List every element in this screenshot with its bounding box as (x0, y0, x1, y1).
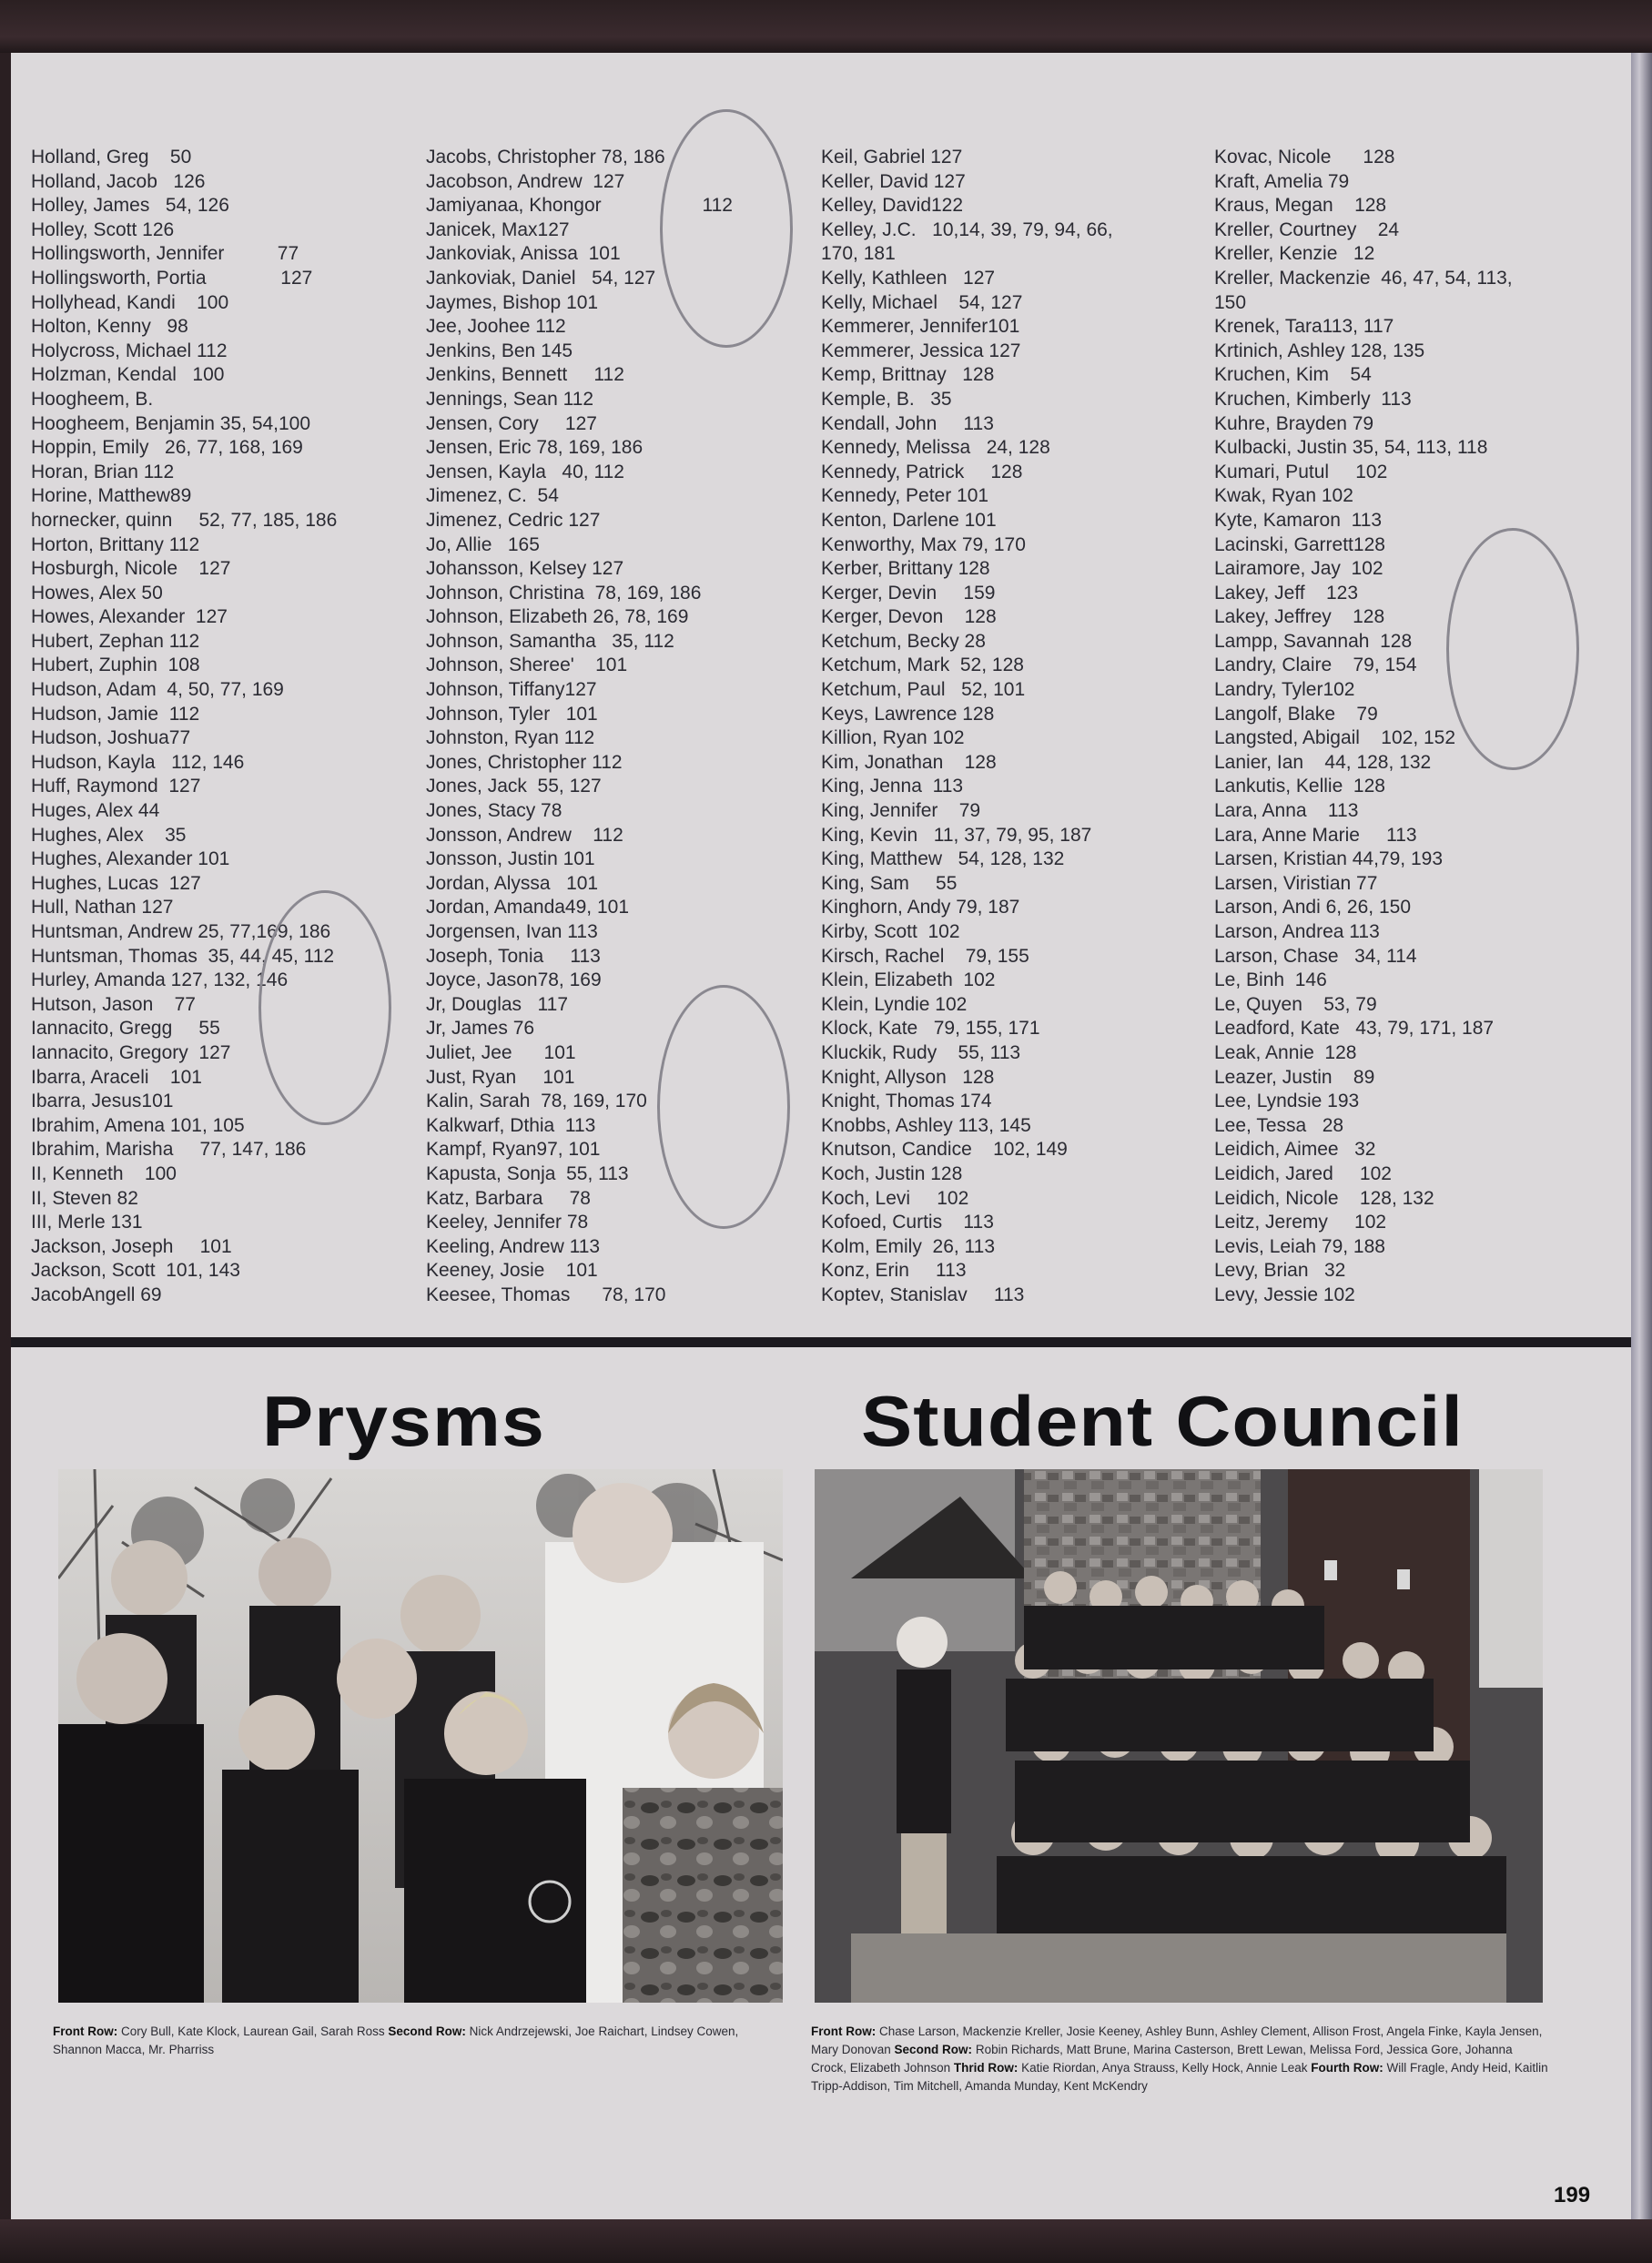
index-entry: Jenkins, Ben 145 (426, 340, 573, 361)
index-entry: Holland, Jacob 126 (31, 170, 206, 192)
index-entry: Johnson, Tiffany127 (426, 679, 597, 701)
index-entry: Hollingsworth, Jennifer 77 (31, 243, 299, 265)
index-entry: Johnson, Sheree' 101 (426, 655, 628, 676)
index-entry: Landry, Tyler102 (1214, 679, 1355, 701)
index-entry: Jensen, Eric 78, 169, 186 (426, 437, 644, 459)
index-entry: Kwak, Ryan 102 (1214, 485, 1353, 507)
index-entry: Levy, Brian 32 (1214, 1260, 1346, 1282)
index-entry: Lakey, Jeff 123 (1214, 582, 1358, 604)
index-entry: Just, Ryan 101 (426, 1066, 575, 1088)
index-entry: Ketchum, Mark 52, 128 (821, 655, 1024, 676)
index-entry: Kirsch, Rachel 79, 155 (821, 945, 1029, 967)
book-binding-top (0, 0, 1652, 53)
index-entry: Jamiyanaa, Khongor 112 (426, 195, 733, 217)
index-entry: Jonsson, Andrew 112 (426, 824, 623, 846)
index-entry: Holzman, Kendal 100 (31, 364, 225, 386)
caption-row-label: Second Row: (894, 2043, 973, 2056)
index-entry: Kelly, Kathleen 127 (821, 267, 996, 289)
page-edge (1631, 53, 1652, 2219)
index-entry: Holley, James 54, 126 (31, 195, 229, 217)
index-entry: Lanier, Ian 44, 128, 132 (1214, 751, 1432, 773)
index-entry: Kerger, Devon 128 (821, 606, 997, 628)
index-entry: Keeling, Andrew 113 (426, 1235, 601, 1257)
index-entry: Jankoviak, Anissa 101 (426, 243, 621, 265)
index-entry: Kruchen, Kim 54 (1214, 364, 1372, 386)
index-entry: Keeney, Josie 101 (426, 1260, 598, 1282)
index-entry: Lara, Anna 113 (1214, 800, 1359, 822)
index-entry: Hurley, Amanda 127, 132, 146 (31, 969, 289, 991)
index-entry: 150 (1214, 291, 1247, 313)
index-entry: Hughes, Alexander 101 (31, 848, 230, 870)
prysms-heading: Prysms (262, 1381, 545, 1461)
index-entry: Leidich, Aimee 32 (1214, 1139, 1376, 1161)
index-entry: Kerger, Devin 159 (821, 582, 996, 604)
index-entry: Kampf, Ryan97, 101 (426, 1139, 601, 1161)
index-entry: Horton, Brittany 112 (31, 533, 200, 555)
index-entry: Joyce, Jason78, 169 (426, 969, 602, 991)
index-entry: Kennedy, Peter 101 (821, 485, 989, 507)
section-divider (11, 1337, 1631, 1347)
index-entry: Jensen, Cory 127 (426, 412, 597, 434)
index-entry: Kalkwarf, Dthia 113 (426, 1114, 596, 1136)
index-entry: Johnson, Tyler 101 (426, 703, 598, 725)
index-entry: Johnson, Elizabeth 26, 78, 169 (426, 606, 689, 628)
index-entry: Kelly, Michael 54, 127 (821, 291, 1023, 313)
index-entry: II, Steven 82 (31, 1187, 138, 1209)
index-entry: Lacinski, Garrett128 (1214, 533, 1385, 555)
index-entry: Koch, Justin 128 (821, 1162, 963, 1184)
index-entry: Hollyhead, Kandi 100 (31, 291, 229, 313)
index-entry: Howes, Alexander 127 (31, 606, 228, 628)
index-entry: Jackson, Scott 101, 143 (31, 1260, 240, 1282)
index-entry: Knight, Thomas 174 (821, 1091, 992, 1112)
prysms-caption (53, 2023, 790, 2059)
caption-row-label: Fourth Row: (1311, 2061, 1383, 2075)
index-entry: Horan, Brian 112 (31, 461, 175, 482)
index-entry: Jaymes, Bishop 101 (426, 291, 599, 313)
index-entry: Knight, Allyson 128 (821, 1066, 995, 1088)
index-entry: Jacobs, Christopher 78, 186 (426, 147, 665, 167)
index-entry: Killion, Ryan 102 (821, 727, 965, 749)
index-entry: Konz, Erin 113 (821, 1260, 967, 1282)
index-entry: 170, 181 (821, 243, 896, 265)
index-entry: Ibarra, Jesus101 (31, 1091, 174, 1112)
index-entry: Johansson, Kelsey 127 (426, 558, 624, 580)
index-entry: Huntsman, Thomas 35, 44, 45, 112 (31, 945, 335, 967)
index-entry: Kruchen, Kimberly 113 (1214, 388, 1412, 410)
index-entry: hornecker, quinn 52, 77, 185, 186 (31, 509, 338, 531)
index-entry: Hoogheem, Benjamin 35, 54,100 (31, 412, 311, 434)
index-entry: Leazer, Justin 89 (1214, 1066, 1375, 1088)
index-entry: Krenek, Tara113, 117 (1214, 316, 1394, 338)
index-entry: Ketchum, Becky 28 (821, 630, 986, 652)
index-entry: Larsen, Kristian 44,79, 193 (1214, 848, 1443, 870)
index-entry: Hudson, Joshua77 (31, 727, 191, 749)
index-entry: King, Kevin 11, 37, 79, 95, 187 (821, 824, 1092, 846)
index-entry: Kemmerer, Jennifer101 (821, 316, 1020, 338)
index-entry: Keesee, Thomas 78, 170 (426, 1284, 666, 1305)
index-entry: Kemmerer, Jessica 127 (821, 340, 1021, 361)
index-entry: Jones, Stacy 78 (426, 800, 562, 822)
index-entry: Johnson, Christina 78, 169, 186 (426, 582, 702, 604)
index-entry: Hutson, Jason 77 (31, 993, 196, 1015)
index-entry: Larsen, Viristian 77 (1214, 872, 1378, 894)
index-entry: Keys, Lawrence 128 (821, 703, 995, 725)
index-entry: Klein, Lyndie 102 (821, 993, 968, 1015)
index-entry: Horine, Matthew89 (31, 485, 192, 507)
yearbook-page (11, 53, 1631, 2219)
index-entry: Lairamore, Jay 102 (1214, 558, 1383, 580)
index-entry: Jimenez, Cedric 127 (426, 509, 601, 531)
index-entry: Hubert, Zephan 112 (31, 630, 200, 652)
index-entry: Kenton, Darlene 101 (821, 509, 997, 531)
index-entry: Levis, Leiah 79, 188 (1214, 1235, 1385, 1257)
index-entry: Holland, Greg 50 (31, 147, 192, 167)
index-entry: Kreller, Kenzie 12 (1214, 243, 1375, 265)
index-column-1 (31, 146, 413, 1308)
index-entry: Holycross, Michael 112 (31, 340, 228, 361)
index-entry: Kraft, Amelia 79 (1214, 170, 1350, 192)
index-entry: Ibrahim, Amena 101, 105 (31, 1114, 245, 1136)
index-entry: Koptev, Stanislav 113 (821, 1284, 1025, 1305)
index-entry: Jackson, Joseph 101 (31, 1235, 232, 1257)
index-entry: Kendall, John 113 (821, 412, 994, 434)
index-entry: Ketchum, Paul 52, 101 (821, 679, 1026, 701)
index-entry: Hoppin, Emily 26, 77, 168, 169 (31, 437, 303, 459)
index-entry: Kennedy, Patrick 128 (821, 461, 1023, 482)
index-entry: Johnson, Samantha 35, 112 (426, 630, 674, 652)
index-entry: Jordan, Amanda49, 101 (426, 897, 630, 918)
index-entry: Katz, Barbara 78 (426, 1187, 591, 1209)
index-entry: Kofoed, Curtis 113 (821, 1212, 994, 1233)
index-entry: Hoogheem, B. (31, 388, 154, 410)
index-entry: Howes, Alex 50 (31, 582, 163, 604)
index-entry: Kulbacki, Justin 35, 54, 113, 118 (1214, 437, 1488, 459)
index-entry: Kinghorn, Andy 79, 187 (821, 897, 1020, 918)
index-entry: Larson, Andrea 113 (1214, 921, 1380, 942)
index-entry: Kyte, Kamaron 113 (1214, 509, 1383, 531)
index-entry: Kreller, Mackenzie 46, 47, 54, 113, (1214, 267, 1513, 289)
index-entry: Jennings, Sean 112 (426, 388, 594, 410)
index-entry: Kumari, Putul 102 (1214, 461, 1388, 482)
index-entry: Jensen, Kayla 40, 112 (426, 461, 624, 482)
index-entry: Kraus, Megan 128 (1214, 195, 1387, 217)
student-council-group-photo (815, 1469, 1543, 2003)
index-entry: Leak, Annie 128 (1214, 1041, 1357, 1063)
index-entry: Kerber, Brittany 128 (821, 558, 990, 580)
pen-circle-mark (1446, 528, 1579, 770)
index-entry: Levy, Jessie 102 (1214, 1284, 1355, 1305)
index-entry: Landry, Claire 79, 154 (1214, 655, 1417, 676)
index-entry: Jacobson, Andrew 127 (426, 170, 625, 192)
index-entry: Kelley, J.C. 10,14, 39, 79, 94, 66, (821, 218, 1113, 240)
student-council-caption (811, 2023, 1548, 2096)
index-entry: Lara, Anne Marie 113 (1214, 824, 1417, 846)
index-entry: Le, Binh 146 (1214, 969, 1327, 991)
index-entry: Larson, Chase 34, 114 (1214, 945, 1417, 967)
caption-names: Will Fragle, Andy Heid, Kaitlin Tripp-Addison, Tim Mitchell, Amanda Munday, Kent McKendry (811, 2061, 1548, 2093)
pen-circle-mark (657, 985, 790, 1229)
index-entry: Jordan, Alyssa 101 (426, 872, 599, 894)
index-entry: Langolf, Blake 79 (1214, 703, 1378, 725)
index-entry: Kim, Jonathan 128 (821, 751, 997, 773)
index-entry: Keller, David 127 (821, 170, 966, 192)
index-entry: Larson, Andi 6, 26, 150 (1214, 897, 1411, 918)
caption-row-label: Front Row: (811, 2025, 877, 2038)
index-entry: II, Kenneth 100 (31, 1162, 177, 1184)
index-entry: Jorgensen, Ivan 113 (426, 921, 598, 942)
index-entry: Jr, James 76 (426, 1018, 535, 1040)
index-entry: Hubert, Zuphin 108 (31, 655, 200, 676)
index-entry: Kelley, David122 (821, 195, 964, 217)
index-entry: Juliet, Jee 101 (426, 1041, 576, 1063)
index-entry: Langsted, Abigail 102, 152 (1214, 727, 1456, 749)
index-entry: Huff, Raymond 127 (31, 776, 201, 797)
index-entry: Kovac, Nicole 128 (1214, 147, 1395, 167)
index-entry: Kemple, B. 35 (821, 388, 952, 410)
index-entry: Ibrahim, Marisha 77, 147, 186 (31, 1139, 307, 1161)
index-entry: Jee, Joohee 112 (426, 316, 566, 338)
index-entry: King, Jenna 113 (821, 776, 964, 797)
index-entry: Leadford, Kate 43, 79, 171, 187 (1214, 1018, 1495, 1040)
index-entry: Jr, Douglas 117 (426, 993, 569, 1015)
index-entry: Jonsson, Justin 101 (426, 848, 595, 870)
caption-names: Chase Larson, Mackenzie Kreller, Josie Keeney, Ashley Bunn, Ashley Clement, Allison Frost, Angela Finke, Kayla Jensen, Mary Donovan (811, 2025, 1543, 2056)
index-entry: Leidich, Nicole 128, 132 (1214, 1187, 1434, 1209)
index-column-3 (821, 146, 1212, 1308)
index-entry: JacobAngell 69 (31, 1284, 162, 1305)
index-entry: Kluckik, Rudy 55, 113 (821, 1041, 1021, 1063)
index-entry: Koch, Levi 102 (821, 1187, 969, 1209)
index-entry: Kirby, Scott 102 (821, 921, 960, 942)
index-entry: Hudson, Jamie 112 (31, 703, 200, 725)
index-entry: Ibarra, Araceli 101 (31, 1066, 202, 1088)
caption-row-label: Second Row: (388, 2025, 466, 2038)
index-entry: Kuhre, Brayden 79 (1214, 412, 1374, 434)
index-entry: Hudson, Kayla 112, 146 (31, 751, 245, 773)
index-entry: Joseph, Tonia 113 (426, 945, 601, 967)
index-entry: Klein, Elizabeth 102 (821, 969, 996, 991)
index-entry: Jo, Allie 165 (426, 533, 540, 555)
index-entry: Krtinich, Ashley 128, 135 (1214, 340, 1425, 361)
index-entry: Kreller, Courtney 24 (1214, 218, 1400, 240)
index-entry: Hudson, Adam 4, 50, 77, 169 (31, 679, 284, 701)
index-entry: Jimenez, C. 54 (426, 485, 559, 507)
index-entry: Lakey, Jeffrey 128 (1214, 606, 1385, 628)
page-number: 199 (1554, 2183, 1591, 2207)
index-entry: Hollingsworth, Portia 127 (31, 267, 313, 289)
index-entry: King, Matthew 54, 128, 132 (821, 848, 1065, 870)
index-entry: Janicek, Max127 (426, 218, 570, 240)
caption-names: Robin Richards, Matt Brune, Marina Casterson, Brett Lewan, Melissa Ford, Jessica Gore, Johanna Crock, Elizabeth Johnson (811, 2043, 1513, 2075)
index-entry: Le, Quyen 53, 79 (1214, 993, 1377, 1015)
caption-row-label: Thrid Row: (953, 2061, 1019, 2075)
index-entry: King, Sam 55 (821, 872, 958, 894)
index-entry: Kennedy, Melissa 24, 128 (821, 437, 1050, 459)
index-entry: King, Jennifer 79 (821, 800, 981, 822)
index-entry: Lankutis, Kellie 128 (1214, 776, 1385, 797)
index-entry: Lampp, Savannah 128 (1214, 630, 1413, 652)
index-entry: Hosburgh, Nicole 127 (31, 558, 231, 580)
prysms-group-photo (58, 1469, 783, 2003)
index-entry: Lee, Lyndsie 193 (1214, 1091, 1360, 1112)
index-entry: Huges, Alex 44 (31, 800, 160, 822)
caption-names: Cory Bull, Kate Klock, Laurean Gail, Sarah Ross (117, 2025, 389, 2038)
index-entry: Iannacito, Gregory 127 (31, 1041, 231, 1063)
index-entry: Jenkins, Bennett 112 (426, 364, 624, 386)
index-entry: III, Merle 131 (31, 1212, 143, 1233)
student-council-heading: Student Council (861, 1381, 1464, 1461)
index-entry: Holley, Scott 126 (31, 218, 175, 240)
index-entry: Kenworthy, Max 79, 170 (821, 533, 1026, 555)
index-entry: Iannacito, Gregg 55 (31, 1018, 220, 1040)
index-entry: Jankoviak, Daniel 54, 127 (426, 267, 656, 289)
index-entry: Lee, Tessa 28 (1214, 1114, 1344, 1136)
index-entry: Kalin, Sarah 78, 169, 170 (426, 1091, 647, 1112)
index-entry: Hughes, Alex 35 (31, 824, 187, 846)
index-entry: Johnston, Ryan 112 (426, 727, 595, 749)
index-entry: Knobbs, Ashley 113, 145 (821, 1114, 1031, 1136)
index-entry: Jones, Jack 55, 127 (426, 776, 602, 797)
index-entry: Knutson, Candice 102, 149 (821, 1139, 1068, 1161)
index-entry: Klock, Kate 79, 155, 171 (821, 1018, 1040, 1040)
index-entry: Jones, Christopher 112 (426, 751, 623, 773)
index-entry: Keil, Gabriel 127 (821, 147, 963, 167)
caption-names: Nick Andrzejewski, Joe Raichart, Lindsey Cowen, Shannon Macca, Mr. Pharriss (53, 2025, 739, 2056)
index-entry: Leidich, Jared 102 (1214, 1162, 1392, 1184)
book-binding-bottom (0, 2219, 1652, 2263)
index-entry: Kapusta, Sonja 55, 113 (426, 1162, 629, 1184)
caption-names: Katie Riordan, Anya Strauss, Kelly Hock, Annie Leak (1018, 2061, 1312, 2075)
pen-circle-mark (258, 890, 391, 1125)
index-entry: Keeley, Jennifer 78 (426, 1212, 589, 1233)
index-entry: Kemp, Brittnay 128 (821, 364, 995, 386)
index-entry: Leitz, Jeremy 102 (1214, 1212, 1387, 1233)
index-entry: Holton, Kenny 98 (31, 316, 188, 338)
index-entry: Kolm, Emily 26, 113 (821, 1235, 996, 1257)
pen-circle-mark (660, 109, 793, 348)
index-entry: Huntsman, Andrew 25, 77,169, 186 (31, 921, 331, 942)
index-entry: Hughes, Lucas 127 (31, 872, 201, 894)
index-entry: Hull, Nathan 127 (31, 897, 174, 918)
caption-row-label: Front Row: (53, 2025, 118, 2038)
